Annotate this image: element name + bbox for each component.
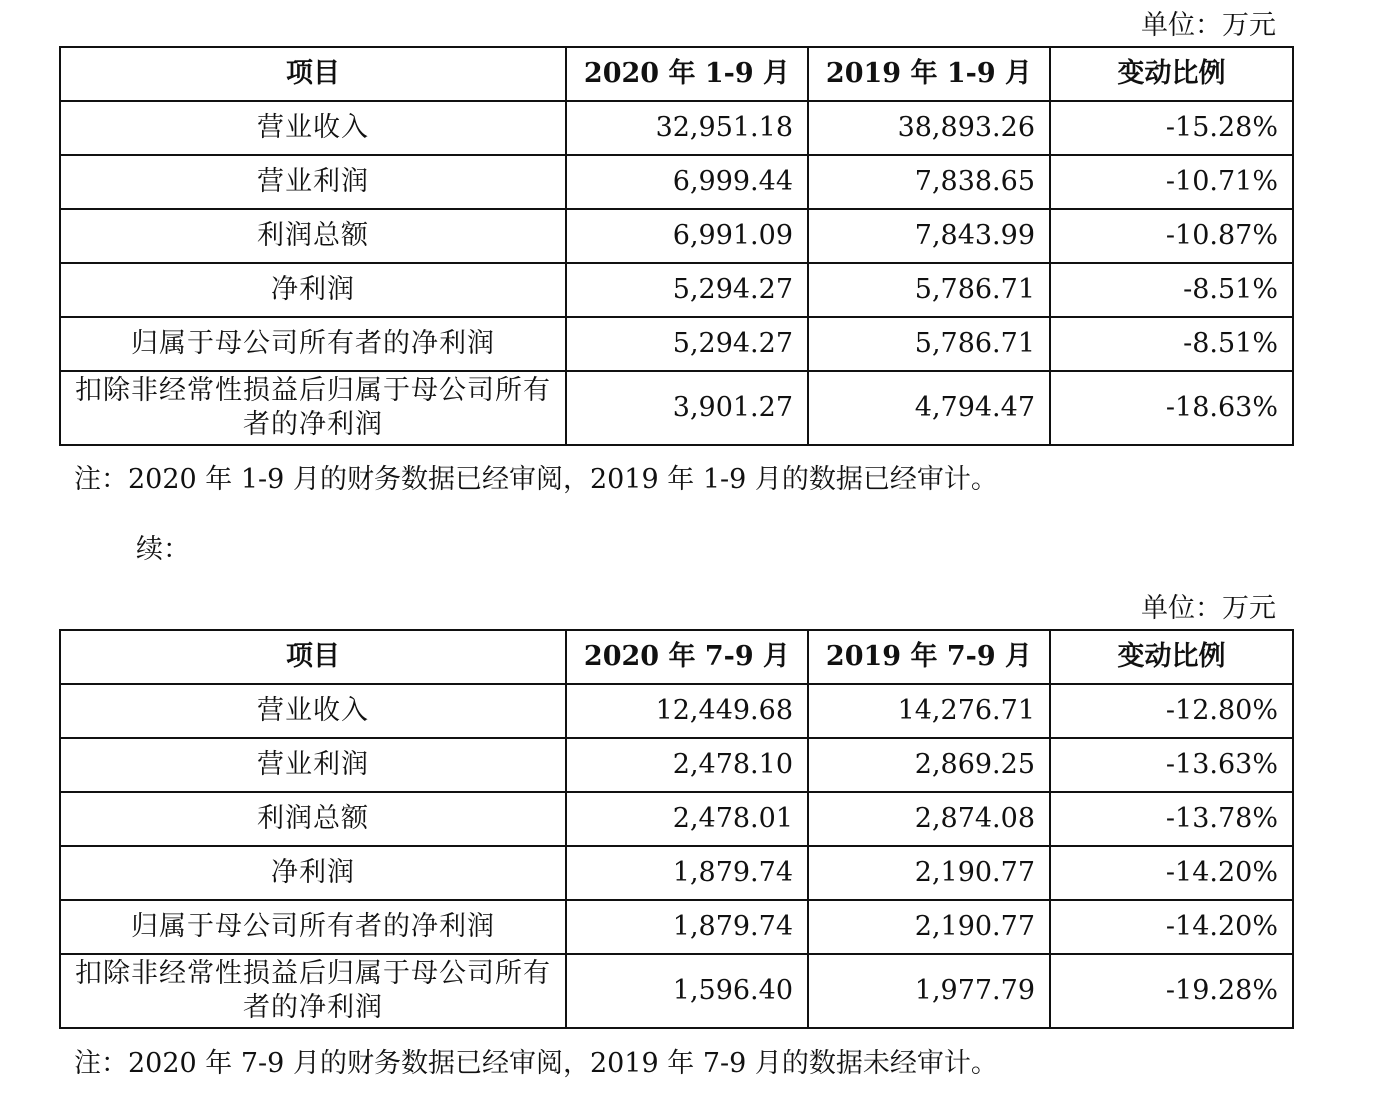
row-item: 营业利润 (60, 155, 566, 209)
row-value-2020: 1,596.40 (566, 954, 808, 1028)
row-item: 扣除非经常性损益后归属于母公司所有者的净利润 (60, 954, 566, 1028)
header-2020: 2020 年 7-9 月 (566, 630, 808, 684)
row-value-2020: 2,478.10 (566, 738, 808, 792)
row-value-2019: 14,276.71 (808, 684, 1050, 738)
row-change: -18.63% (1050, 371, 1293, 445)
row-value-2019: 7,838.65 (808, 155, 1050, 209)
row-item: 归属于母公司所有者的净利润 (60, 900, 566, 954)
row-value-2020: 5,294.27 (566, 317, 808, 371)
header-item: 项目 (60, 630, 566, 684)
financial-table-jul-sep (59, 629, 1294, 1029)
row-value-2020: 12,449.68 (566, 684, 808, 738)
row-item: 归属于母公司所有者的净利润 (60, 317, 566, 371)
table-row (60, 371, 1293, 445)
row-change: -19.28% (1050, 954, 1293, 1028)
unit-label: 单位：万元 (1141, 593, 1276, 624)
row-value-2019: 2,874.08 (808, 792, 1050, 846)
row-change: -12.80% (1050, 684, 1293, 738)
financial-table-jan-sep (59, 46, 1294, 446)
continued-label: 续： (136, 534, 190, 565)
table-row (60, 900, 1293, 954)
row-change: -15.28% (1050, 101, 1293, 155)
header-change: 变动比例 (1050, 47, 1293, 101)
row-value-2020: 2,478.01 (566, 792, 808, 846)
row-item: 利润总额 (60, 792, 566, 846)
table-header-row (60, 47, 1293, 101)
row-value-2020: 3,901.27 (566, 371, 808, 445)
header-2019: 2019 年 7-9 月 (808, 630, 1050, 684)
row-change: -10.87% (1050, 209, 1293, 263)
row-value-2019: 1,977.79 (808, 954, 1050, 1028)
row-value-2019: 2,869.25 (808, 738, 1050, 792)
row-value-2019: 5,786.71 (808, 263, 1050, 317)
table-note: 注：2020 年 7-9 月的财务数据已经审阅，2019 年 7-9 月的数据未经审计。 (74, 1048, 998, 1079)
table-row (60, 792, 1293, 846)
header-2020: 2020 年 1-9 月 (566, 47, 808, 101)
row-value-2020: 1,879.74 (566, 846, 808, 900)
row-item: 营业收入 (60, 101, 566, 155)
table-row (60, 155, 1293, 209)
table-row (60, 954, 1293, 1028)
row-item: 营业利润 (60, 738, 566, 792)
table-row (60, 846, 1293, 900)
row-value-2019: 2,190.77 (808, 846, 1050, 900)
row-item: 扣除非经常性损益后归属于母公司所有者的净利润 (60, 371, 566, 445)
row-item: 营业收入 (60, 684, 566, 738)
row-item: 净利润 (60, 263, 566, 317)
row-value-2019: 5,786.71 (808, 317, 1050, 371)
row-value-2019: 38,893.26 (808, 101, 1050, 155)
row-change: -10.71% (1050, 155, 1293, 209)
table-row (60, 263, 1293, 317)
unit-label: 单位：万元 (1141, 10, 1276, 41)
table-row (60, 684, 1293, 738)
row-value-2020: 1,879.74 (566, 900, 808, 954)
row-change: -8.51% (1050, 263, 1293, 317)
header-item: 项目 (60, 47, 566, 101)
row-item: 利润总额 (60, 209, 566, 263)
row-value-2020: 6,991.09 (566, 209, 808, 263)
row-change: -13.78% (1050, 792, 1293, 846)
row-value-2019: 7,843.99 (808, 209, 1050, 263)
row-value-2020: 6,999.44 (566, 155, 808, 209)
table-row (60, 101, 1293, 155)
row-value-2019: 4,794.47 (808, 371, 1050, 445)
table-row (60, 738, 1293, 792)
row-value-2020: 5,294.27 (566, 263, 808, 317)
table-note: 注：2020 年 1-9 月的财务数据已经审阅，2019 年 1-9 月的数据已经审计。 (74, 464, 998, 495)
table-header-row (60, 630, 1293, 684)
table-row (60, 209, 1293, 263)
table-row (60, 317, 1293, 371)
row-change: -13.63% (1050, 738, 1293, 792)
header-change: 变动比例 (1050, 630, 1293, 684)
row-value-2019: 2,190.77 (808, 900, 1050, 954)
row-change: -8.51% (1050, 317, 1293, 371)
header-2019: 2019 年 1-9 月 (808, 47, 1050, 101)
row-change: -14.20% (1050, 900, 1293, 954)
row-item: 净利润 (60, 846, 566, 900)
row-value-2020: 32,951.18 (566, 101, 808, 155)
row-change: -14.20% (1050, 846, 1293, 900)
